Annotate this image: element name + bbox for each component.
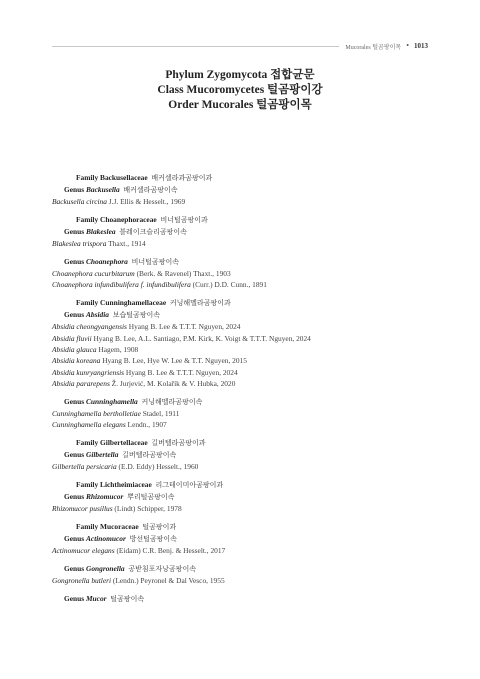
species-entry [52,378,432,389]
class-title: Class Mucoromycetes 털곰팡이강 [157,84,323,96]
species-author: Hyang B. Lee, Hye W. Lee & T.T. Nguyen, 2015 [100,356,247,366]
genus-heading [52,309,432,321]
genus-label: Genus [64,492,86,502]
genus-heading [52,491,432,503]
header-rule [52,46,339,47]
genus-name: Mucor [85,594,107,603]
genus-label: Genus [64,310,86,320]
species-checklist [52,172,432,612]
family-label: Family [76,480,101,490]
family-name: Lichtheimiaceae [100,480,152,490]
species-author: (Eidam) C.R. Benj. & Hesselt., 2017 [114,546,226,556]
page-number: 1013 [414,42,428,50]
genus-heading [52,533,432,545]
family-name: Gilbertellaceae [100,438,148,448]
genus-label: Genus [64,256,86,266]
header-bullet: • [406,41,409,50]
genus-korean-name: 털곰팡이속 [108,595,145,603]
taxon-section [52,297,432,389]
species-author: Stadel, 1911 [140,409,180,419]
running-header [52,40,428,52]
taxon-section [52,521,432,556]
genus-korean-name: 뿌리털곰팡이속 [125,493,175,502]
species-name: Cunninghamella bertholletiae [52,409,141,419]
family-label: Family [76,298,101,308]
species-entry [52,367,432,378]
family-korean-name: 털곰팡이과 [140,523,177,532]
species-entry [52,419,432,430]
species-name: Gilbertella persicaria [52,462,117,472]
species-name: Backusella circina [52,197,107,206]
genus-korean-name: 길버텔라곰팡이속 [120,451,177,460]
family-heading [52,214,432,226]
taxon-section [52,172,432,207]
genus-label: Genus [64,185,86,194]
genus-name: Blakeslea [85,226,116,236]
family-korean-name: 비너털곰팡이과 [158,215,208,224]
species-name: Absidia cheongyangensis [52,322,127,332]
family-name: Backusellaceae [100,173,148,182]
family-label: Family [76,173,101,182]
taxonomy-titles [0,68,480,113]
species-entry [52,344,432,355]
genus-korean-name: 비너털곰팡이속 [129,257,179,266]
species-author: (Curr.) D.D. Cunn., 1891 [190,280,267,290]
species-author: Hagem, 1908 [96,344,139,354]
species-name: Actinomucor elegans [52,546,115,556]
genus-heading [52,226,432,238]
species-entry [52,321,432,332]
species-entry [52,575,432,586]
genus-label: Genus [64,564,86,574]
taxon-section [52,214,432,249]
genus-korean-name: 공받침포자낭곰팡이속 [126,565,196,574]
species-name: Cunninghamella elegans [52,420,126,430]
family-name: Choanephoraceae [100,214,157,224]
genus-korean-name: 방선털곰팡이속 [127,535,177,544]
species-author: Hyang B. Lee & T.T.T. Nguyen, 2024 [126,322,241,332]
species-name: Choanephora cucurbitarum [52,268,135,278]
taxon-section [52,479,432,514]
species-name: Absidia glauca [52,344,97,354]
family-heading [52,521,432,533]
genus-name: Actinomucor [85,534,126,544]
order-title: Order Mucorales 털곰팡이목 [168,99,312,111]
species-name: Absidia pararepens [52,379,110,389]
genus-korean-name: 보습털곰팡이속 [110,311,161,320]
family-korean-name: 배커셀라과곰팡이과 [149,174,213,182]
family-korean-name: 길버텔라곰팡이과 [149,439,206,448]
species-entry [52,545,432,556]
genus-name: Backusella [85,185,120,194]
taxon-section [52,256,432,291]
family-korean-name: 리그테이미아곰팡이과 [153,481,224,490]
family-heading [52,297,432,309]
genus-label: Genus [64,226,86,236]
species-author: Ž. Jurjević, M. Kolařík & V. Hubka, 2020 [109,379,236,389]
family-heading [52,479,432,491]
genus-name: Choanephora [85,256,128,266]
phylum-title: Phylum Zygomycota 접합균문 [165,69,315,81]
species-entry [52,408,432,419]
genus-name: Absidia [85,310,109,320]
genus-heading [52,563,432,575]
genus-name: Cunninghamella [85,397,138,407]
family-heading [52,172,432,184]
family-name: Cunninghamellaceae [100,298,167,308]
species-author: Hyang B. Lee, A.L. Santiago, P.M. Kirk, K. Voigt & T.T.T. Nguyen, 2024 [91,333,311,343]
genus-name: Rhizomucor [85,492,124,502]
species-author: Lendn., 1907 [125,420,167,430]
taxon-section [52,396,432,431]
genus-name: Gongronella [85,564,125,574]
genus-korean-name: 배커셀라곰팡이속 [121,186,178,194]
family-korean-name: 커닝해멜라곰팡이과 [168,299,231,308]
genus-heading [52,256,432,268]
species-entry [52,461,432,472]
genus-label: Genus [64,594,86,603]
genus-heading [52,396,432,408]
species-entry [52,238,432,249]
species-name: Rhizomucor pusillus [52,504,113,514]
genus-label: Genus [64,397,86,407]
genus-heading [52,593,432,605]
species-author: (Berk. & Ravenel) Thaxt., 1903 [134,268,231,278]
taxon-section [52,563,432,586]
species-entry [52,333,432,344]
taxon-section [52,593,432,605]
family-name: Mucoraceae [100,522,139,532]
genus-name: Gilbertella [85,450,119,460]
genus-heading [52,184,432,196]
species-author: (Lendn.) Peyronel & Dal Vesco, 1955 [111,576,225,586]
family-heading [52,437,432,449]
species-name: Absidia kunryangriensis [52,367,125,377]
species-name: Choanephora infundibulifera f. infundibulifera [52,280,191,290]
genus-heading [52,449,432,461]
genus-korean-name: 커닝해멜라곰팡이속 [139,398,203,407]
genus-label: Genus [64,534,86,544]
genus-label: Genus [64,450,86,460]
species-entry [52,503,432,514]
species-entry [52,268,432,279]
species-author: Thaxt., 1914 [106,238,146,248]
species-author: (E.D. Eddy) Hesselt., 1960 [116,462,199,472]
species-entry [52,196,432,207]
running-title: Mucorales 털곰팡이목 [345,44,402,51]
taxon-section [52,437,432,472]
family-label: Family [76,214,101,224]
family-label: Family [76,438,101,448]
species-entry [52,279,432,290]
species-name: Blakeslea trispora [52,238,107,248]
species-name: Absidia fluvii [52,333,92,343]
species-author: (Lindt) Schipper, 1978 [112,504,182,514]
family-label: Family [76,522,101,532]
genus-korean-name: 블레이크슬리곰팡이속 [117,227,187,236]
species-author: Hyang B. Lee & T.T.T. Nguyen, 2024 [124,367,238,377]
species-entry [52,355,432,366]
species-author: J.J. Ellis & Hesselt., 1969 [106,197,186,206]
species-name: Gongronella butleri [52,576,112,586]
species-name: Absidia koreana [52,356,101,366]
